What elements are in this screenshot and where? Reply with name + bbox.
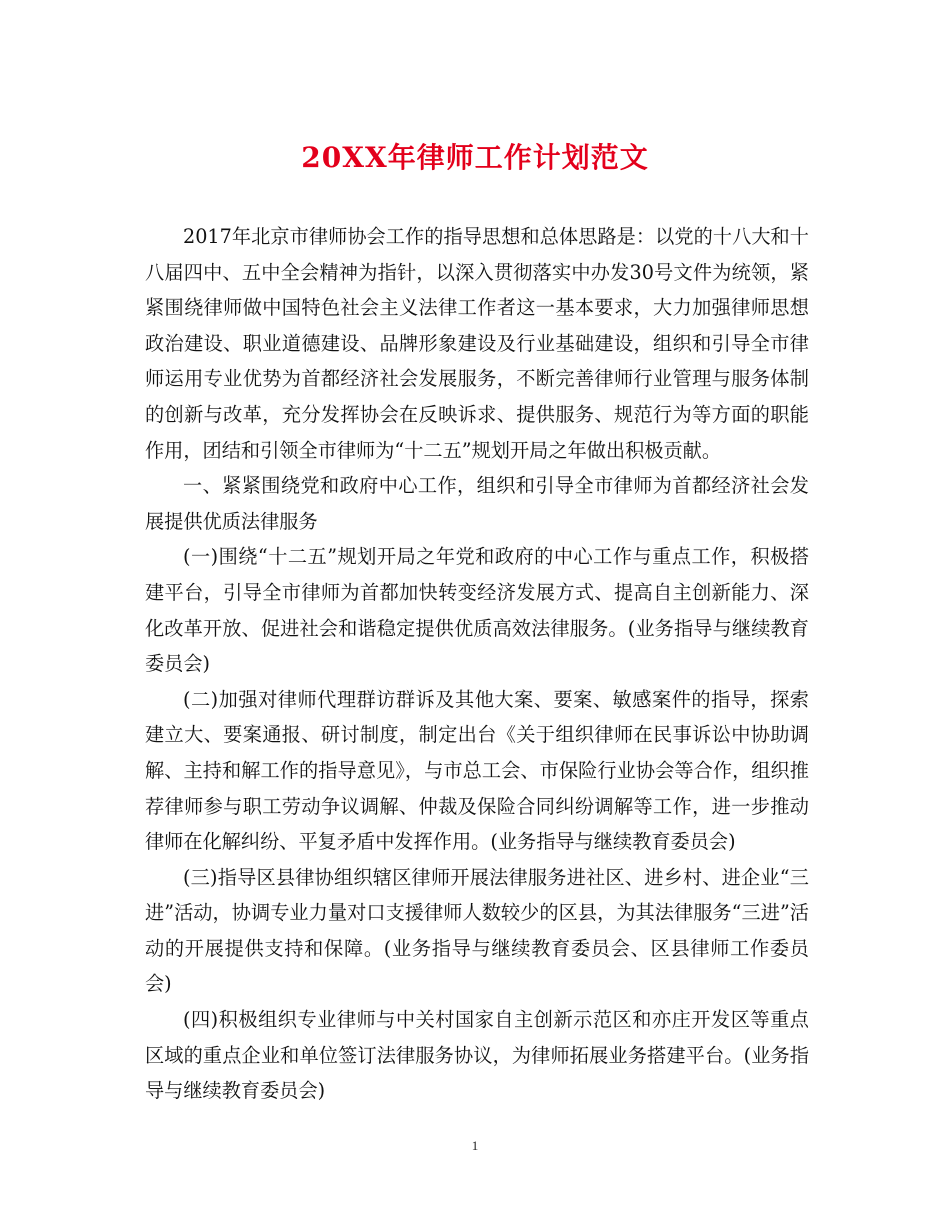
- paragraph-item-4: (四)积极组织专业律师与中关村国家自主创新示范区和亦庄开发区等重点区域的重点企业和单位签订法律服务协议，为律师拓展业务搭建平台。(业务指导与继续教育委员会): [145, 1008, 809, 1103]
- page-number: 1: [471, 1138, 479, 1153]
- paragraph-section-one-heading: 一、紧紧围绕党和政府中心工作，组织和引导全市律师为首都经济社会发展提供优质法律服务: [145, 474, 809, 533]
- paragraph-item-3: (三)指导区县律协组织辖区律师开展法律服务进社区、进乡村、进企业“三进”活动，协调专业力量对口支援律师人数较少的区县，为其法律服务“三进”活动的开展提供支持和保障。(业务指导与继续教育委员会、区县律师工作委员会): [145, 865, 809, 996]
- document-body: [145, 219, 809, 1109]
- document-title: 20XX年律师工作计划范文: [301, 141, 649, 174]
- paragraph-item-2: (二)加强对律师代理群访群诉及其他大案、要案、敏感案件的指导，探索建立大、要案通报、研讨制度，制定出台《关于组织律师在民事诉讼中协助调解、主持和解工作的指导意见》，与市总工会、市保险行业协会等合作，组织推荐律师参与职工劳动争议调解、仲裁及保险合同纠纷调解等工作，进一步推动律师在化解纠纷、平复矛盾中发挥作用。(业务指导与继续教育委员会): [145, 687, 809, 854]
- paragraph-intro: 2017年北京市律师协会工作的指导思想和总体思路是：以党的十八大和十八届四中、五中全会精神为指针，以深入贯彻落实中办发30号文件为统领，紧紧围绕律师做中国特色社会主义法律工作者这一基本要求，大力加强律师思想政治建设、职业道德建设、品牌形象建设及行业基础建设，组织和引导全市律师运用专业优势为首都经济社会发展服务，不断完善律师行业管理与服务体制的创新与改革，充分发挥协会在反映诉求、提供服务、规范行为等方面的职能作用，团结和引领全市律师为“十二五”规划开局之年做出积极贡献。: [145, 225, 809, 462]
- paragraph-item-1: (一)围绕“十二五”规划开局之年党和政府的中心工作与重点工作，积极搭建平台，引导全市律师为首都加快转变经济发展方式、提高自主创新能力、深化改革开放、促进社会和谐稳定提供优质高效法律服务。(业务指导与继续教育委员会): [145, 545, 809, 676]
